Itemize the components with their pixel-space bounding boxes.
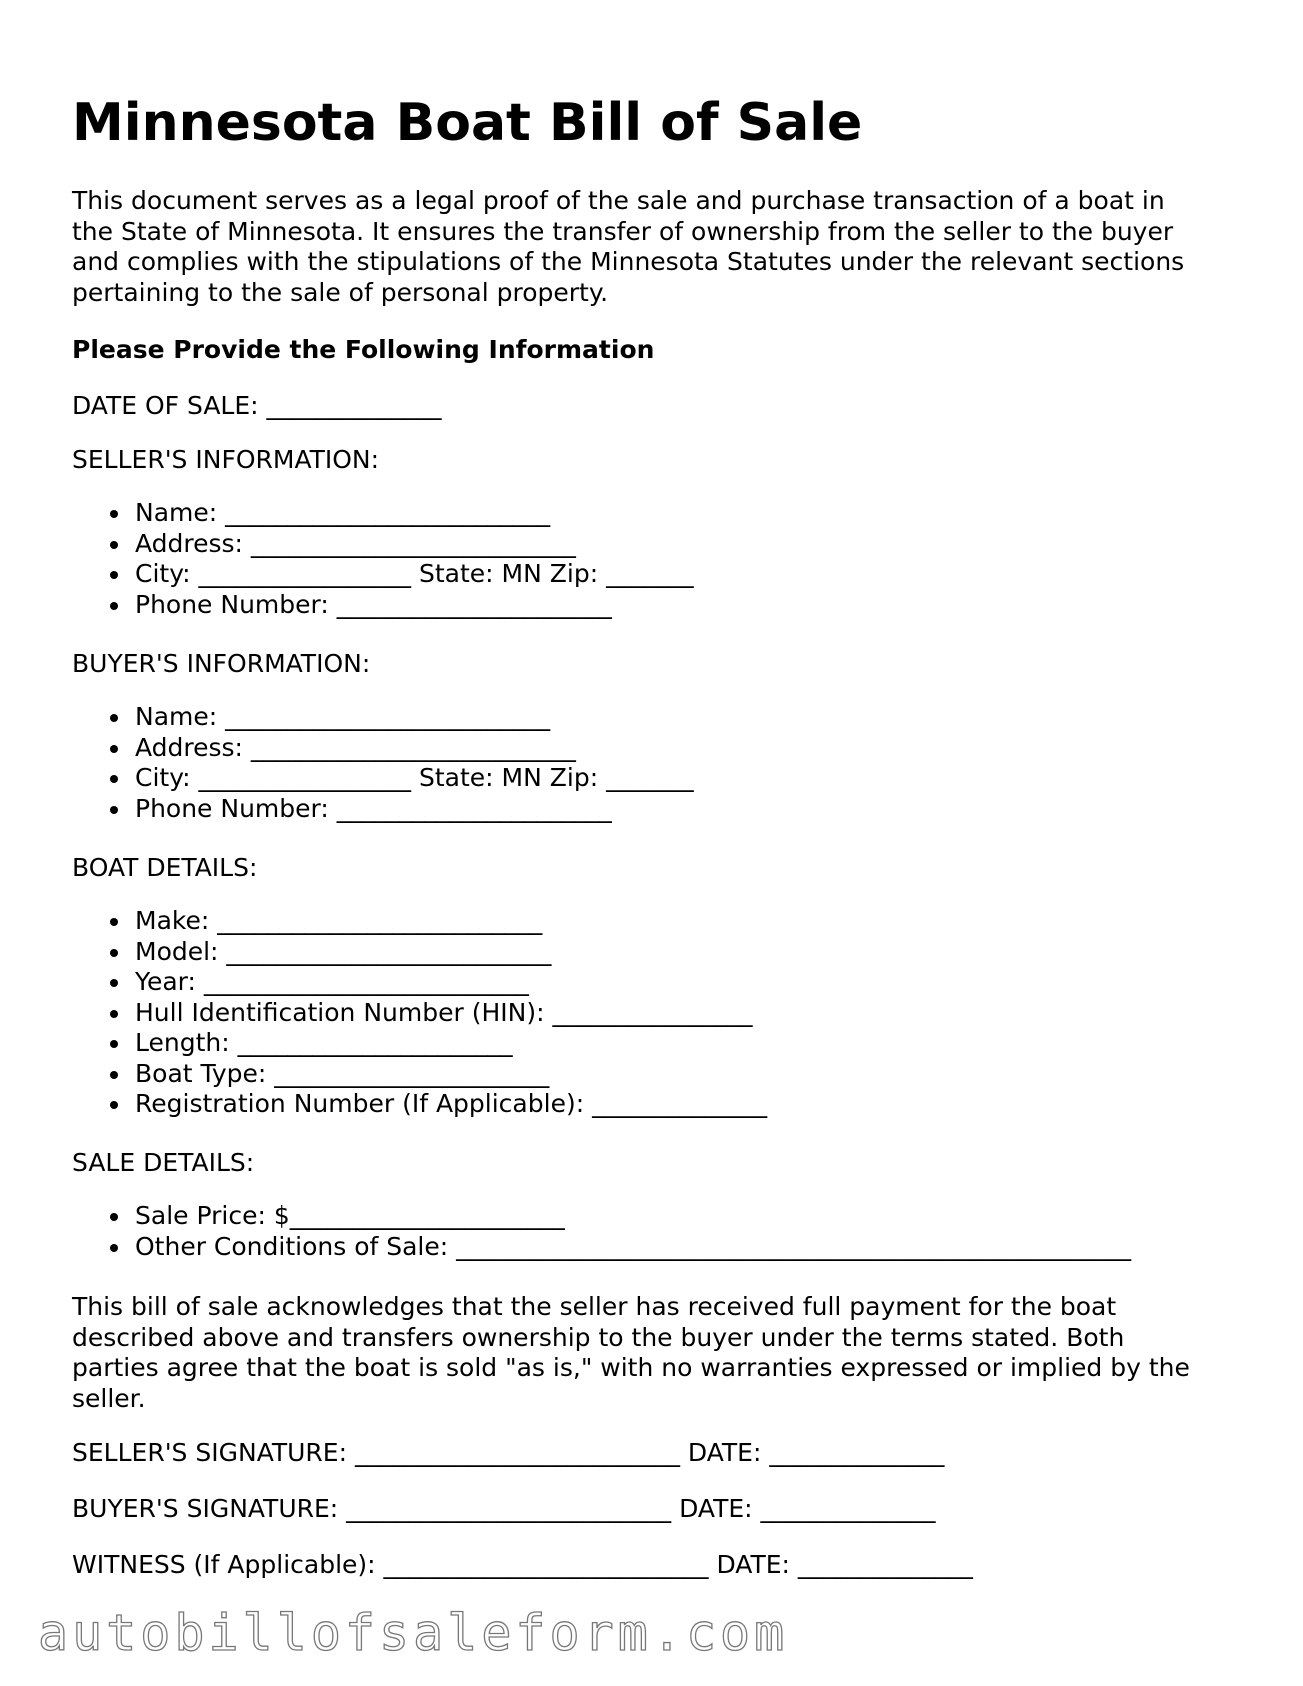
boat-hin-field[interactable]: Hull Identification Number (HIN): ________________ [72,998,767,1029]
seller-phone-field[interactable]: Phone Number: ______________________ [72,590,694,621]
buyer-heading: BUYER'S INFORMATION: [72,649,371,678]
section-subheading: Please Provide the Following Information [72,335,655,364]
boat-details-heading: BOAT DETAILS: [72,853,258,882]
seller-signature-line[interactable]: SELLER'S SIGNATURE: __________________________ DATE: ______________ [72,1438,945,1467]
boat-year-field[interactable]: Year: __________________________ [72,967,767,998]
boat-fields [72,906,767,1120]
boat-type-field[interactable]: Boat Type: ______________________ [72,1059,767,1090]
buyer-name-field[interactable]: Name: __________________________ [72,702,694,733]
boat-registration-field[interactable]: Registration Number (If Applicable): ______________ [72,1089,767,1120]
buyer-signature-line[interactable]: BUYER'S SIGNATURE: __________________________ DATE: ______________ [72,1494,936,1523]
other-conditions-field[interactable]: Other Conditions of Sale: ______________________________________________________ [72,1232,1131,1263]
sale-price-field[interactable]: Sale Price: $______________________ [72,1201,1131,1232]
sale-fields [72,1201,1131,1262]
buyer-phone-field[interactable]: Phone Number: ______________________ [72,794,694,825]
seller-city-state-zip-field[interactable]: City: _________________ State: MN Zip: _______ [72,559,694,590]
closing-paragraph: This bill of sale acknowledges that the seller has received full payment for the boat described above and transfers ownership to the buyer under the terms stated. Both parties agree that the boat is sold "as is," with no warranties expressed or implied by the seller. [72,1292,1190,1413]
buyer-fields [72,702,694,824]
site-watermark: autobillofsaleform.com [38,1604,789,1662]
boat-make-field[interactable]: Make: __________________________ [72,906,767,937]
witness-signature-line[interactable]: WITNESS (If Applicable): __________________________ DATE: ______________ [72,1550,973,1579]
seller-address-field[interactable]: Address: __________________________ [72,529,694,560]
seller-fields [72,498,694,620]
sale-details-heading: SALE DETAILS: [72,1148,255,1177]
intro-paragraph: This document serves as a legal proof of the sale and purchase transaction of a boat in the State of Minnesota. It ensures the transfer of ownership from the seller to the buyer and complies with the stipulations of the Minnesota Statutes under the relevant sections pertaining to the sale of personal property. [72,186,1185,307]
boat-length-field[interactable]: Length: ______________________ [72,1028,767,1059]
page-title: Minnesota Boat Bill of Sale [72,93,863,153]
seller-heading: SELLER'S INFORMATION: [72,445,380,474]
seller-name-field[interactable]: Name: __________________________ [72,498,694,529]
buyer-address-field[interactable]: Address: __________________________ [72,733,694,764]
buyer-city-state-zip-field[interactable]: City: _________________ State: MN Zip: _______ [72,763,694,794]
date-of-sale-field[interactable]: DATE OF SALE: ______________ [72,391,442,420]
boat-model-field[interactable]: Model: __________________________ [72,937,767,968]
